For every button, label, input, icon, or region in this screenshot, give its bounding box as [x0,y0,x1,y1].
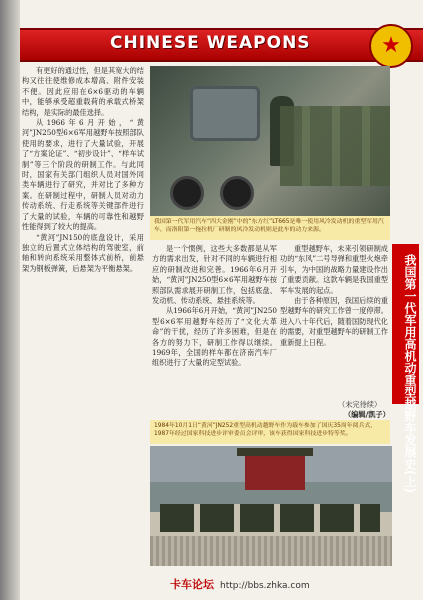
wheel-icon [220,176,254,210]
crowd-illustration [150,536,392,566]
section-header [20,28,423,62]
engine-assembly-photo [150,66,390,216]
continued-note: （未完待续） [338,400,382,409]
paragraph: 由于各种原因，我国后续的重型越野车的研究工作曾一度停滞。进入八十年代后，随着国防现代化的需要，对重型越野车的研制工作重新提上日程。 [280,296,388,347]
paragraph: 从1966年6月开始，“黄河”JN250型6×6军用越野车按照部队使用的要求，进行了大量试验，开展了“方案论证”、“初步设计”、“样车试制”等三个阶段的研制工作。与此同时，国家有关部门组织人员对国外同类车辆进行了研究，并对比了多种方案。在研制过程中，研制人员对动力传动系统、行走系统等关键部件进行了大量的试验，车辆的可靠性和越野性能得到了较大的提高。 [22,118,144,232]
article-title: 我国第一代军用高机动重型越野车发展史(上) [403,254,417,493]
engine-illustration [190,86,260,141]
forum-url[interactable]: http://bbs.zhka.com [220,581,310,591]
binding-spine [0,0,20,600]
article-title-sidebar [392,244,419,493]
editor-credit: （编辑/凯子） [344,410,390,419]
section-title: CHINESE WEAPONS [110,33,311,53]
launcher-vehicles-illustration [160,504,380,532]
paragraph: 重型越野车，未来引领研制成功的“东风”二号导弹和重型火炮牵引车，为中国的战略力量建设作出了重要贡献。这款车辆是我国重型军车发展的起点。 [280,244,388,295]
article-column-left [22,66,144,586]
paragraph: “黄河”JN150的底盘设计，采用独立的后置式立体结构的驾驶室，前轴和转向系统采用整体式前桥，前悬架为钢板弹簧，后悬架为平衡悬架。 [22,232,144,273]
star-emblem-icon: ★ [369,24,413,68]
article-column-right [280,244,388,404]
forum-name: 卡车论坛 [170,578,214,591]
photo-caption-bottom: 1984年10月1日“黄河”JN252重型高机动越野车作为载车参加了国庆35周年阅兵式，1987年经过国家科技进步评审委员会评审，该车获得国家科技进步特等奖。 [150,420,390,444]
paragraph: 从1966年6月开始，“黄河”JN250型6×6军用越野车经历了“文化大革命”的干扰，经历了许多困难，但是在各方的努力下，研制工作得以继续。1969年，全国的样车都在济南汽车厂组织进行了大量的定型试验。 [152,306,277,368]
watermark-footer [170,576,310,592]
photo-caption-top: 我国第一代军用汽车“四大金刚”中的“东方红”LT665是唯一使用风冷发动机的重型军用汽车，而洛阳第一拖拉机厂研制的风冷发动机则是此车的动力来源。 [150,216,390,240]
paragraph: 是一个惯例，这些大多数都是从军方的需求出发，针对不同的车辆进行相应的研制改进和完善。1966年6月开始，“黄河”JN250型6×6军用越野车按照部队需求展开研制工作，包括底盘、发动机、传动系统、悬挂系统等。 [152,244,277,306]
truck-row-illustration [280,106,390,186]
wheel-icon [170,176,204,210]
paragraph: 有更好的通过性，但是其宽大的结构又往往使维修成本增高、附件安装不便。因此应用在6×6驱动的车辆中，能够承受超重载荷的承载式桥架结构，是实际的最佳选择。 [22,66,144,117]
parade-photo [150,446,392,566]
tiananmen-gate-illustration [245,454,305,490]
article-column-middle [152,244,277,404]
